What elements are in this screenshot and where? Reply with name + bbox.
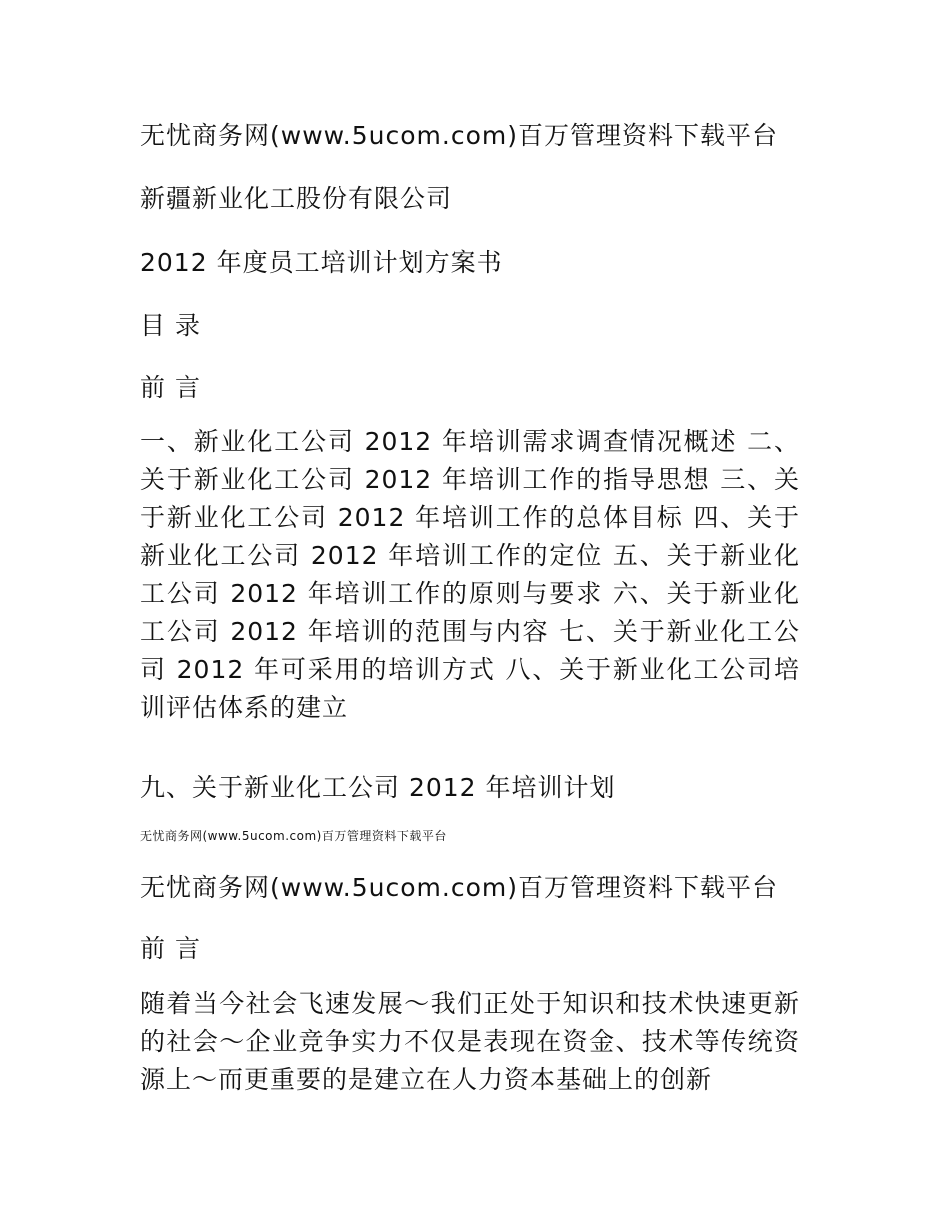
- toc-preface-entry: 前 言: [140, 373, 201, 402]
- page-header-2: 无忧商务网(www.5ucom.com)百万管理资料下载平台: [140, 873, 778, 902]
- company-name: 新疆新业化工股份有限公司: [140, 184, 453, 213]
- page-header: 无忧商务网(www.5ucom.com)百万管理资料下载平台: [140, 121, 778, 150]
- toc-heading: 目 录: [140, 311, 201, 340]
- document-title: 2012 年度员工培训计划方案书: [140, 248, 503, 277]
- preface-body: 随着当今社会飞速发展～我们正处于知识和技术快速更新的社会～企业竞争实力不仅是表现在资金、技术等传统资源上～而更重要的是建立在人力资本基础上的创新: [140, 989, 800, 1094]
- page-footer: 无忧商务网(www.5ucom.com)百万管理资料下载平台: [140, 829, 447, 843]
- toc-item-9: 九、关于新业化工公司 2012 年培训计划: [140, 773, 616, 802]
- toc-entries: 一、新业化工公司 2012 年培训需求调查情况概述 二、关于新业化工公司 2012 年培训工作的指导思想 三、关于新业化工公司 2012 年培训工作的总体目标 四、关于新业化工公司 2012 年培训工作的定位 五、关于新业化工公司 2012 年培训工作的原则与要求 六、关于新业化工公司 2012 年培训的范围与内容 七、关于新业化工公司 2012 年可采用的培训方式 八、关于新业化工公司培训评估体系的建立: [140, 427, 800, 722]
- preface-heading: 前 言: [140, 934, 201, 963]
